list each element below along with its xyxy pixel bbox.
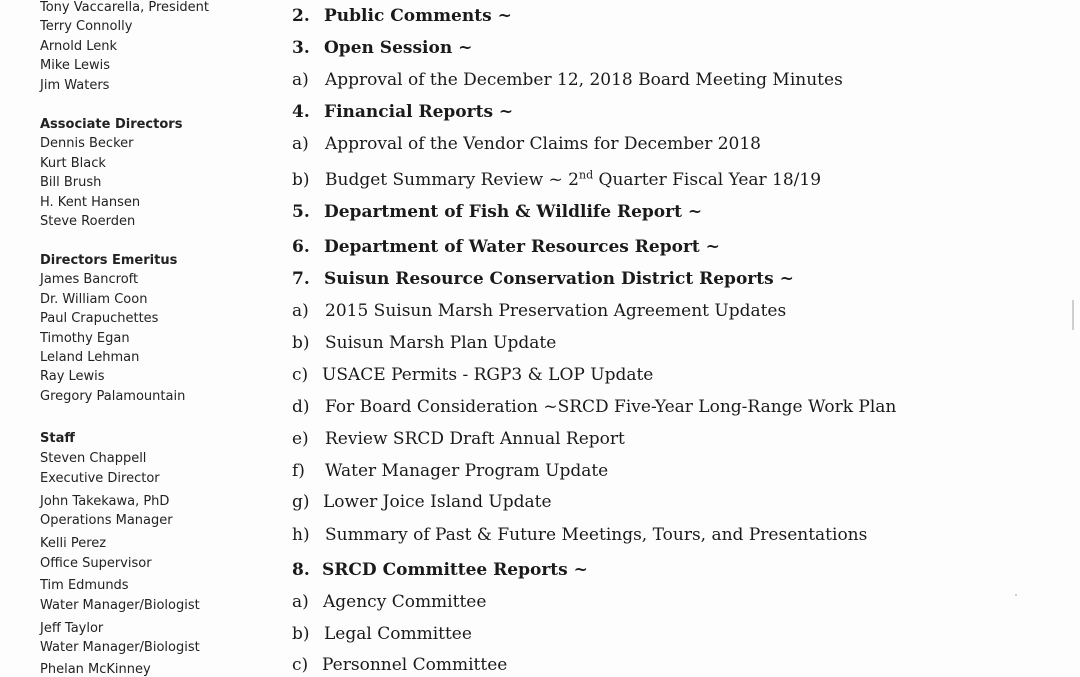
- emeritus-name: James Bancroft: [40, 272, 139, 287]
- associate-director-name: Kurt Black: [40, 156, 106, 171]
- agenda-item-text: Budget Summary Review ~ 2: [325, 170, 579, 190]
- agenda-item-text: Water Manager Program Update: [325, 461, 609, 481]
- agenda-item-text: Agency Committee: [323, 592, 487, 612]
- staff-title: Water Manager/Biologist: [40, 598, 200, 613]
- agenda-item: [292, 202, 702, 222]
- agenda-subitem: [292, 333, 556, 353]
- agenda-number: 5.: [292, 202, 310, 222]
- agenda-item-text: Approval of the December 12, 2018 Board Meeting Minutes: [325, 70, 843, 90]
- emeritus-name: Gregory Palamountain: [40, 389, 186, 404]
- agenda-item: [292, 237, 720, 257]
- agenda-item-text: Summary of Past & Future Meetings, Tours, and Presentations: [325, 525, 868, 545]
- emeritus-name: Leland Lehman: [40, 350, 140, 365]
- agenda-item-text: Open Session ~: [324, 38, 473, 58]
- staff-title: Executive Director: [40, 471, 160, 486]
- agenda-letter: f): [292, 461, 305, 481]
- scan-speck: [1015, 594, 1017, 596]
- agenda-item-text: Suisun Resource Conservation District Reports ~: [324, 269, 794, 289]
- agenda-subitem: [292, 461, 608, 481]
- agenda-item-text: Department of Fish & Wildlife Report ~: [324, 202, 703, 222]
- agenda-item: [292, 560, 588, 580]
- agenda-number: 8.: [292, 560, 310, 580]
- staff-name: Jeff Taylor: [40, 621, 104, 636]
- agenda-letter: a): [292, 592, 309, 612]
- agenda-subitem: [292, 624, 472, 644]
- scan-speck: [1072, 300, 1074, 330]
- agenda-subitem: [292, 301, 786, 321]
- agenda-number: 2.: [292, 6, 310, 26]
- associate-director-name: H. Kent Hansen: [40, 195, 141, 210]
- agenda-item: [292, 269, 794, 289]
- agenda-subitem: [292, 429, 625, 449]
- agenda-number: 7.: [292, 269, 310, 289]
- directors-emeritus-heading: Directors Emeritus: [40, 253, 178, 268]
- emeritus-name: Timothy Egan: [40, 331, 130, 346]
- agenda-item-text: Legal Committee: [324, 624, 472, 644]
- agenda-item-text: For Board Consideration ~SRCD Five-Year Long-Range Work Plan: [325, 397, 897, 417]
- associate-director-name: Bill Brush: [40, 175, 102, 190]
- agenda-letter: e): [292, 429, 309, 449]
- staff-name: Kelli Perez: [40, 536, 107, 551]
- staff-name: Phelan McKinney: [40, 662, 151, 677]
- agenda-number: 4.: [292, 102, 310, 122]
- agenda-subitem: [292, 592, 486, 612]
- staff-title: Operations Manager: [40, 513, 173, 528]
- emeritus-name: Paul Crapuchettes: [40, 311, 159, 326]
- agenda-letter: a): [292, 301, 309, 321]
- agenda-letter: b): [292, 333, 310, 353]
- staff-name: John Takekawa, PhD: [40, 494, 170, 509]
- agenda-letter: c): [292, 365, 309, 385]
- agenda-subitem: [292, 70, 843, 90]
- agenda-letter: b): [292, 170, 310, 190]
- agenda-letter: c): [292, 655, 309, 675]
- agenda-item-text: USACE Permits - RGP3 & LOP Update: [322, 365, 654, 385]
- emeritus-name: Dr. William Coon: [40, 292, 148, 307]
- associate-directors-heading: Associate Directors: [40, 117, 183, 132]
- agenda-item: [292, 6, 512, 26]
- agenda-letter: d): [292, 397, 310, 417]
- agenda-subitem: [292, 492, 552, 512]
- associate-director-name: Steve Roerden: [40, 214, 136, 229]
- agenda-letter: a): [292, 70, 309, 90]
- staff-title: Water Manager/Biologist: [40, 640, 200, 655]
- director-name: Jim Waters: [40, 78, 110, 93]
- agenda-item-text: Approval of the Vendor Claims for December 2018: [325, 134, 761, 154]
- staff-title: Office Supervisor: [40, 556, 152, 571]
- agenda-subitem: [292, 525, 867, 545]
- staff-heading: Staff: [40, 431, 75, 446]
- agenda-item-text: Review SRCD Draft Annual Report: [325, 429, 625, 449]
- agenda-subitem: [292, 397, 896, 417]
- director-name: Mike Lewis: [40, 58, 111, 73]
- ordinal-suffix: nd: [579, 168, 594, 182]
- agenda-item-text: 2015 Suisun Marsh Preservation Agreement Updates: [325, 301, 787, 321]
- emeritus-name: Ray Lewis: [40, 369, 105, 384]
- agenda-item-text: Suisun Marsh Plan Update: [325, 333, 557, 353]
- agenda-letter: g): [292, 492, 310, 512]
- agenda-letter: a): [292, 134, 309, 154]
- associate-director-name: Dennis Becker: [40, 136, 134, 151]
- agenda-item-text: Personnel Committee: [322, 655, 508, 675]
- agenda-number: 3.: [292, 38, 310, 58]
- agenda-subitem: [292, 365, 653, 385]
- director-name: Tony Vaccarella, President: [40, 0, 210, 15]
- staff-name: Steven Chappell: [40, 451, 147, 466]
- director-name: Terry Connolly: [40, 19, 133, 34]
- agenda-item: [292, 38, 472, 58]
- agenda-letter: h): [292, 525, 310, 545]
- agenda-subitem: [292, 655, 507, 675]
- agenda-item-text: SRCD Committee Reports ~: [322, 560, 588, 580]
- agenda-item-text: Financial Reports ~: [324, 102, 514, 122]
- agenda-subitem: [292, 170, 821, 190]
- agenda-number: 6.: [292, 237, 310, 257]
- agenda-item-text: Department of Water Resources Report ~: [324, 237, 720, 257]
- agenda-item-text: Lower Joice Island Update: [323, 492, 552, 512]
- agenda-letter: b): [292, 624, 310, 644]
- staff-name: Tim Edmunds: [40, 578, 129, 593]
- agenda-item-text: Public Comments ~: [324, 6, 512, 26]
- agenda-subitem: [292, 134, 761, 154]
- agenda-item: [292, 102, 513, 122]
- agenda-item-text-cont: Quarter Fiscal Year 18/19: [593, 170, 822, 190]
- director-name: Arnold Lenk: [40, 39, 117, 54]
